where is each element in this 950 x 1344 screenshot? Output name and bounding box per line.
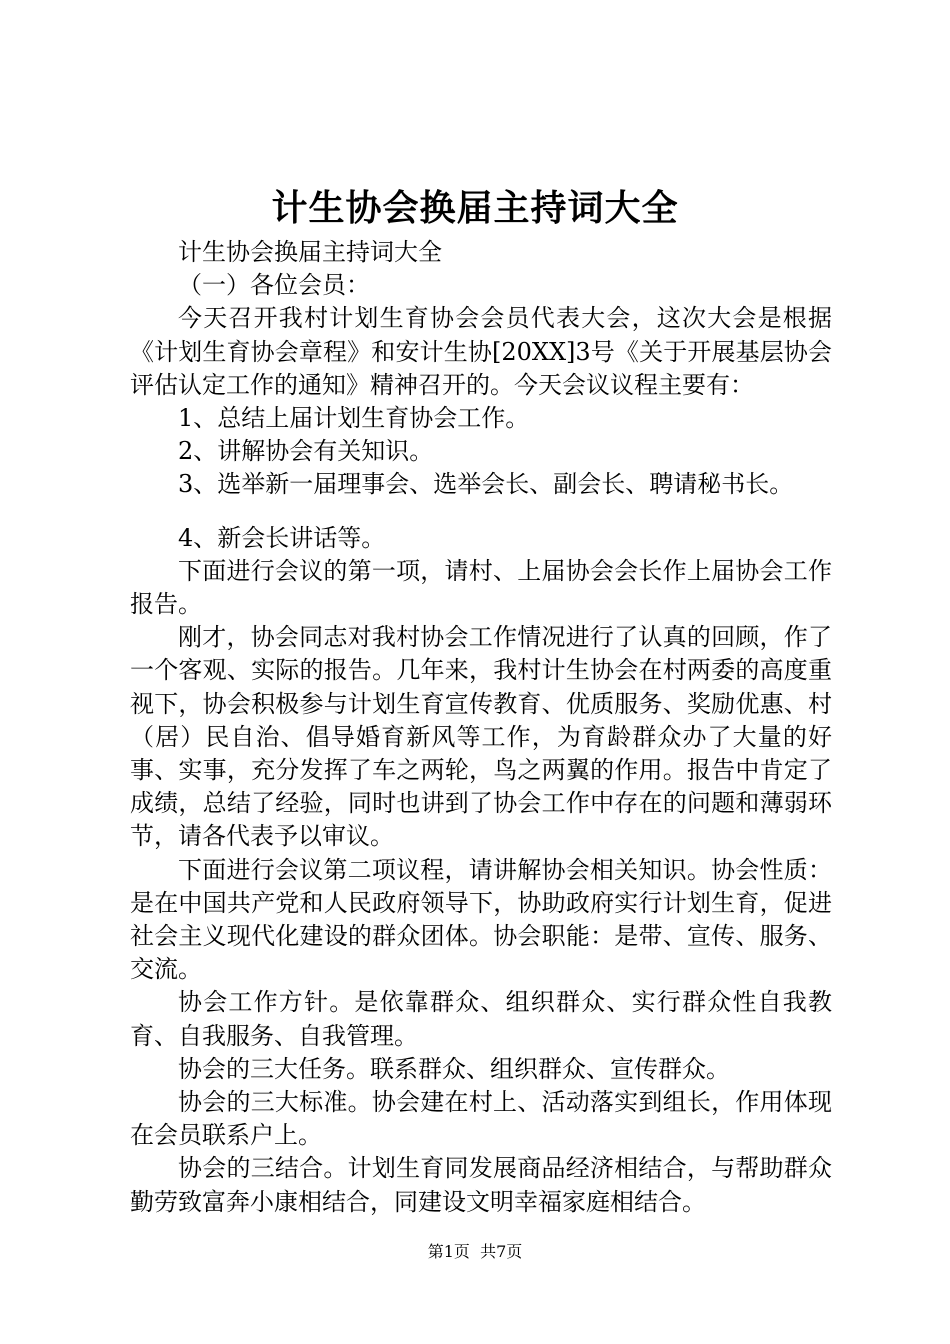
paragraph: 2、讲解协会有关知识。: [178, 437, 434, 466]
paragraph: 1、总结上届计划生育协会工作。: [178, 404, 530, 433]
paragraph: 协会的三结合。计划生育同发展商品经济相结合，与帮助群众勤劳致富奔小康相结合，同建设文明幸福家庭相结合。: [130, 1154, 832, 1216]
paragraph: 3、选举新一届理事会、选举会长、副会长、聘请秘书长。: [178, 470, 794, 499]
paragraph: 协会的三大任务。联系群众、组织群众、宣传群众。: [178, 1054, 730, 1083]
page-number: 第1页: [427, 1242, 470, 1261]
page-total: 共7页: [480, 1242, 523, 1261]
document-title: 计生协会换届主持词大全: [271, 187, 679, 229]
paragraph: 下面进行会议第二项议程，请讲解协会相关知识。协会性质：是在中国共产党和人民政府领导下，协助政府实行计划生育，促进社会主义现代化建设的群众团体。协会职能：是带、宣传、服务、交流。: [130, 855, 832, 984]
document-body: [130, 236, 832, 1219]
paragraph: （一）各位会员：: [178, 271, 370, 300]
paragraph: 今天召开我村计划生育协会会员代表大会，这次大会是根据《计划生育协会章程》和安计生协[20XX]3号《关于开展基层协会评估认定工作的通知》精神召开的。今天会议议程主要有：: [130, 304, 832, 399]
paragraph: 下面进行会议的第一项，请村、上届协会会长作上届协会工作报告。: [130, 556, 832, 619]
paragraph: 计生协会换届主持词大全: [178, 238, 442, 266]
paragraph: 协会工作方针。是依靠群众、组织群众、实行群众性自我教育、自我服务、自我管理。: [130, 988, 832, 1050]
paragraph: 协会的三大标准。协会建在村上、活动落实到组长，作用体现在会员联系户上。: [130, 1088, 832, 1150]
paragraph: 4、新会长讲话等。: [178, 523, 386, 552]
paragraph: 刚才，协会同志对我村协会工作情况进行了认真的回顾，作了一个客观、实际的报告。几年来，我村计生协会在村两委的高度重视下，协会积极参与计划生育宣传教育、优质服务、奖励优惠、村（居）民自治、倡导婚育新风等工作，为育龄群众办了大量的好事、实事，充分发挥了车之两轮，鸟之两翼的作用。报告中肯定了成绩，总结了经验，同时也讲到了协会工作中存在的问题和薄弱环节，请各代表予以审议。: [130, 623, 832, 851]
page-footer: [0, 1240, 950, 1264]
